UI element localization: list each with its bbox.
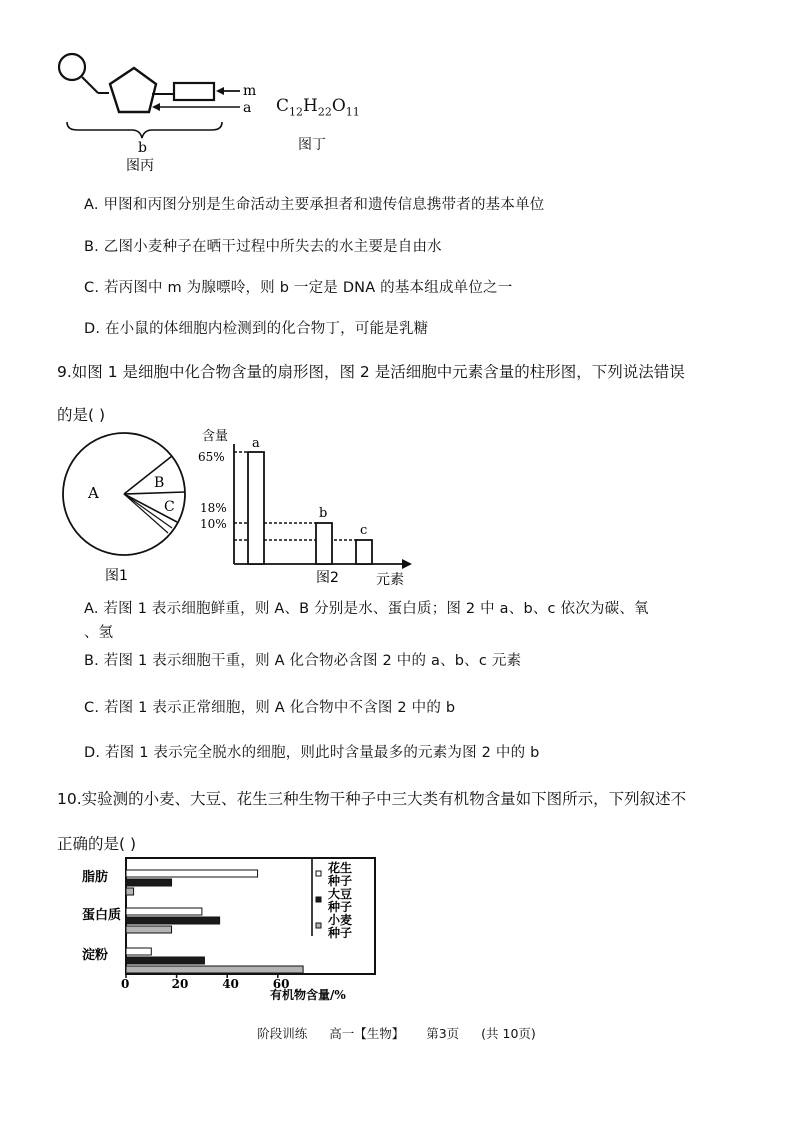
category-label: 蛋白质 bbox=[82, 908, 122, 923]
pentose-ring bbox=[110, 68, 156, 112]
q8-option-c: C. 若丙图中 m 为腺嘌呤，则 b 一定是 DNA 的基本组成单位之一 bbox=[84, 280, 513, 296]
caption-ding: 图丁 bbox=[298, 137, 326, 153]
footer-stage: 阶段训练 bbox=[257, 1026, 308, 1041]
q10-stem-line1: 10.实验测的小麦、大豆、花生三种生物干种子中三大类有机物含量如下图所示，下列叙述不 bbox=[57, 790, 687, 808]
bond-line bbox=[82, 77, 98, 93]
footer-total: (共 10页) bbox=[481, 1026, 536, 1041]
bar-小麦种子 bbox=[126, 888, 134, 895]
formula-ding bbox=[276, 96, 360, 118]
fig2-bar-label-b: b bbox=[319, 506, 328, 521]
brace-b bbox=[67, 122, 222, 138]
x-tick-label: 40 bbox=[222, 977, 239, 991]
pie-divider bbox=[124, 456, 172, 494]
phosphate-circle bbox=[59, 54, 85, 80]
label-b: b bbox=[138, 140, 147, 156]
page-footer bbox=[0, 1024, 793, 1042]
q9-option-a-cont: 、氢 bbox=[84, 625, 113, 641]
bar-花生种子 bbox=[126, 948, 151, 955]
legend-label: 大豆 bbox=[328, 887, 353, 901]
fig2-tick-18: 18% bbox=[200, 501, 227, 515]
x-axis-label: 有机物含量/% bbox=[270, 988, 346, 1002]
pie-label-b: B bbox=[154, 475, 165, 491]
pie-label-c: C bbox=[164, 499, 175, 515]
bar-小麦种子 bbox=[126, 966, 303, 973]
footer-course: 高一【生物】 bbox=[329, 1026, 405, 1041]
legend-label: 花生 bbox=[328, 861, 353, 875]
q9-option-d: D. 若图 1 表示完全脱水的细胞，则此时含量最多的元素为图 2 中的 b bbox=[84, 745, 540, 761]
x-tick-label: 20 bbox=[171, 977, 189, 991]
legend-label: 种子 bbox=[328, 874, 353, 888]
fig1-caption: 图1 bbox=[105, 568, 128, 584]
bar-大豆种子 bbox=[126, 879, 172, 886]
category-label: 淀粉 bbox=[82, 948, 109, 963]
figure-2-bar bbox=[198, 422, 438, 590]
legend-label: 种子 bbox=[328, 926, 353, 940]
figure-1-pie bbox=[60, 432, 200, 587]
q9-option-b: B. 若图 1 表示细胞干重，则 A 化合物必含图 2 中的 a、b、c 元素 bbox=[84, 653, 522, 669]
q10-stem-line2: 正确的是( ) bbox=[57, 835, 137, 853]
formula-h: H bbox=[303, 96, 318, 116]
fig2-caption: 图2 bbox=[316, 570, 339, 586]
fig2-bar-c bbox=[356, 540, 372, 564]
fig2-bar-label-a: a bbox=[252, 436, 260, 451]
formula-c: C bbox=[276, 96, 290, 116]
label-a: a bbox=[243, 100, 252, 116]
formula-o-sub: 11 bbox=[345, 105, 360, 119]
legend-swatch bbox=[316, 897, 321, 902]
formula-o: O bbox=[331, 96, 346, 116]
fig2-ylabel: 含量 bbox=[202, 429, 229, 444]
fig2-xlabel: 元素 bbox=[376, 572, 404, 588]
category-label: 脂肪 bbox=[82, 870, 109, 885]
base-rect bbox=[174, 83, 214, 100]
q9-option-a: A. 若图 1 表示细胞鲜重，则 A、B 分别是水、蛋白质；图 2 中 a、b、c 依次为碳、氧 bbox=[84, 601, 649, 617]
pie-label-a: A bbox=[88, 484, 99, 502]
legend-swatch bbox=[316, 871, 321, 876]
caption-bing: 图丙 bbox=[126, 158, 154, 174]
q10-bar-chart bbox=[80, 856, 385, 1004]
q9-stem-line2: 的是( ) bbox=[57, 406, 106, 424]
bar-大豆种子 bbox=[126, 957, 204, 964]
bar-花生种子 bbox=[126, 908, 202, 915]
fig2-tick-10: 10% bbox=[200, 517, 227, 531]
pie-divider bbox=[124, 492, 185, 494]
footer-page: 第3页 bbox=[426, 1026, 460, 1041]
fig2-bar-label-c: c bbox=[360, 523, 368, 538]
label-m: m bbox=[243, 83, 257, 99]
formula-c-sub: 12 bbox=[289, 105, 304, 119]
fig2-x-arrow bbox=[402, 559, 412, 569]
arrowhead-m bbox=[216, 87, 224, 95]
arrowhead-a bbox=[152, 103, 160, 111]
x-tick-label: 60 bbox=[272, 977, 290, 991]
formula-h-sub: 22 bbox=[317, 105, 332, 119]
bar-小麦种子 bbox=[126, 926, 172, 933]
legend-swatch bbox=[316, 923, 321, 928]
fig2-tick-65: 65% bbox=[198, 450, 225, 464]
q8-option-b: B. 乙图小麦种子在晒干过程中所失去的水主要是自由水 bbox=[84, 239, 442, 255]
fig2-bar-a bbox=[248, 452, 264, 564]
x-tick-label: 0 bbox=[121, 977, 130, 991]
q9-option-c: C. 若图 1 表示正常细胞，则 A 化合物中不含图 2 中的 b bbox=[84, 700, 456, 716]
q8-option-d: D. 在小鼠的体细胞内检测到的化合物丁，可能是乳糖 bbox=[84, 321, 429, 337]
q8-option-a: A. 甲图和丙图分别是生命活动主要承担者和遗传信息携带者的基本单位 bbox=[84, 197, 545, 213]
fig2-bar-b bbox=[316, 523, 332, 564]
legend-label: 种子 bbox=[328, 900, 353, 914]
q9-stem-line1: 9.如图 1 是细胞中化合物含量的扇形图，图 2 是活细胞中元素含量的柱形图，下列说法错误 bbox=[57, 363, 685, 381]
legend-label: 小麦 bbox=[328, 913, 353, 927]
bar-大豆种子 bbox=[126, 917, 220, 924]
bar-花生种子 bbox=[126, 870, 258, 877]
